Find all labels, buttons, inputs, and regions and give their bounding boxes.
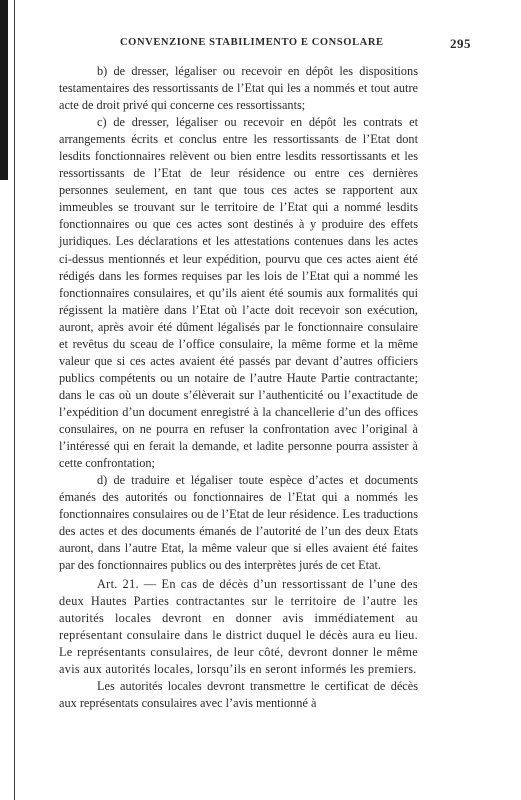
binding-shadow <box>0 0 8 180</box>
text-block-lower <box>59 576 418 712</box>
page-edge-line <box>14 0 15 800</box>
text-block-upper <box>59 63 418 574</box>
page-number: 295 <box>450 36 471 51</box>
paragraph-last: Les autorités locales devront transmettre le certificat de décès aux représentats consulaires avec l’avis mentionné à <box>59 679 418 711</box>
paragraph-d: d) de traduire et légaliser toute espèce d’actes et documents émanés des autorités ou fonctionnaires de l’Etat qui a nommés les fonctionnaires consulaires ou de l’Etat de leur résidence. Les traductions des actes et des documents émanés de l’autorité de l’un des deux Etats auront, dans l’autre Etat, la même valeur que si elles avaient été faites par des fonctionnaires publics ou des interprètes jurés de cet Etat. <box>59 473 418 573</box>
paragraph-b: b) de dresser, légaliser ou recevoir en dépôt les dispositions testamentaires des ressortissants de l’Etat qui les a nommés et tout autre acte de droit privé qui concerne ces ressortissants; <box>59 64 418 113</box>
running-head: CONVENZIONE STABILIMENTO E CONSOLARE <box>120 37 384 48</box>
article-21-paragraph: Art. 21. — En cas de décès d’un ressortissant de l’une des deux Hautes Parties contractantes sur le territoire de l’autre les autorités locales devront en donner avis immédiatement au représentant consulaire dans le district duquel le décès aura eu lieu. Le représentants consulaires, de leur côté, devront donner le même avis aux autorités locales, lorsqu’ils en seront informés les premiers. <box>59 577 418 677</box>
paragraph-c: c) de dresser, légaliser ou recevoir en dépôt les contrats et arrangements écrits et conclus entre les ressortissants de l’Etat dont lesdits fonctionnaires relèvent ou bien entre lesdits ressortissants et les ressortissants de l’Etat de leur résidence ou entre ces dernières personnes seulement, en tant que tous ces actes se rapportent aux immeubles se trouvant sur le territoire de l’Etat qui a nommé lesdits fonctionnaires ou que ces actes sont destinés à y produire des effets juridiques. Les déclarations et les attestations contenues dans les actes ci-dessus mentionnés et leur expédition, pourvu que ces actes aient été rédigés dans les formes requises par les lois de l’Etat qui a nommé les fonctionnaires consulaires, et qu’ils aient été soumis aux formalités qui régissent la matière dans l’Etat où l’acte doit recevoir son exécution, auront, après avoir été dûment légalisés par le fonctionnaire consulaire et revêtus du sceau de l’office consulaire, la même forme et la même valeur que si ces actes avaient été passés par devant d’autres officiers publics compétents ou un notaire de l’autre Haute Partie contractante; dans le cas où un doute s’élèverait sur l’authenticité ou l’exactitude de l’expédition d’un document enregistré à la chancellerie d’un des offices consulaires, on ne pourra en refuser la confrontation avec l’original à l’intéressé qui en ferait la demande, et ladite personne pourra assister à cette confrontation; <box>59 115 418 471</box>
